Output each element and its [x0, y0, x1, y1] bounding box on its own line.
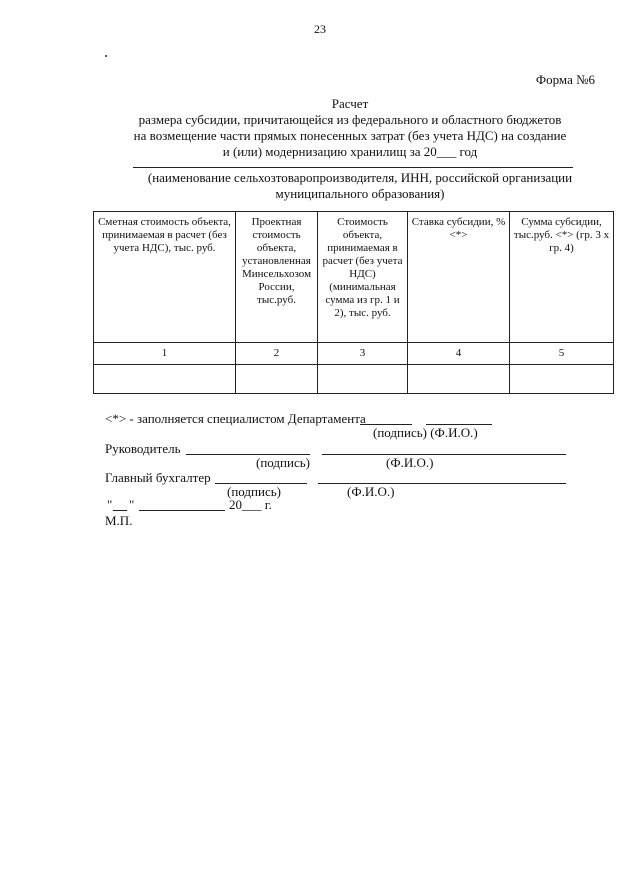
header-subsidy-amount: Сумма субсидии, тыс.руб. <*> (гр. 3 x гр. 4) [510, 212, 614, 343]
subsidy-calculation-table [93, 211, 614, 394]
header-accepted-cost: Стоимость объекта, принимаемая в расчет (без учета НДС) (минимальная сумма из гр. 1 и 2), тыс. руб. [318, 212, 408, 343]
column-number: 1 [94, 343, 236, 365]
empty-cell[interactable] [318, 365, 408, 394]
column-number: 4 [408, 343, 510, 365]
date-close-quote: " [129, 497, 135, 512]
table-row [94, 343, 614, 365]
document-title [90, 96, 610, 160]
empty-cell[interactable] [408, 365, 510, 394]
organization-name-line [133, 167, 573, 168]
title-heading: Расчет [331, 96, 369, 111]
name-caption-line-2: муниципального образования) [275, 186, 445, 201]
column-number: 5 [510, 343, 614, 365]
empty-cell[interactable] [94, 365, 236, 394]
name-caption-line-1: (наименование сельхозтоваропроизводителя, ИНН, российской организации [147, 170, 573, 185]
accountant-name-caption: (Ф.И.О.) [347, 484, 395, 499]
header-estimated-cost: Сметная стоимость объекта, принимаемая в расчет (без учета НДС), тыс. руб. [94, 212, 236, 343]
date-open-quote: " [107, 497, 113, 512]
date-year: 20___ г. [229, 497, 272, 512]
table-row [94, 365, 614, 394]
date-day-line [113, 510, 127, 511]
accountant-signature-caption: (подпись) [227, 484, 281, 499]
form-number: Форма №6 [535, 72, 595, 87]
header-subsidy-rate: Ставка субсидии, % <*> [408, 212, 510, 343]
specialist-note-caption: (подпись) (Ф.И.О.) [373, 425, 478, 440]
table-header-row [94, 212, 614, 343]
accountant-label: Главный бухгалтер [105, 470, 211, 485]
head-signature-caption: (подпись) [256, 455, 310, 470]
empty-cell[interactable] [236, 365, 318, 394]
head-name-caption: (Ф.И.О.) [386, 455, 434, 470]
title-line-1: размера субсидии, причитающейся из федерального и областного бюджетов [138, 112, 562, 127]
stamp-place: М.П. [105, 513, 133, 528]
header-project-cost: Проектная стоимость объекта, установленная Минсельхозом России, тыс.руб. [236, 212, 318, 343]
title-line-2: на возмещение части прямых понесенных затрат (без учета НДС) на создание [133, 128, 567, 143]
head-name-line [322, 454, 566, 455]
title-line-3: и (или) модернизацию хранилищ за 20___ год [222, 144, 478, 159]
scan-dot [105, 55, 107, 57]
date-month-line [139, 510, 225, 511]
head-label: Руководитель [105, 441, 181, 456]
column-number: 2 [236, 343, 318, 365]
page-number: 23 [314, 22, 326, 36]
specialist-note: <*> - заполняется специалистом Департамента [105, 411, 366, 426]
organization-name-caption [100, 170, 620, 202]
column-number: 3 [318, 343, 408, 365]
empty-cell[interactable] [510, 365, 614, 394]
